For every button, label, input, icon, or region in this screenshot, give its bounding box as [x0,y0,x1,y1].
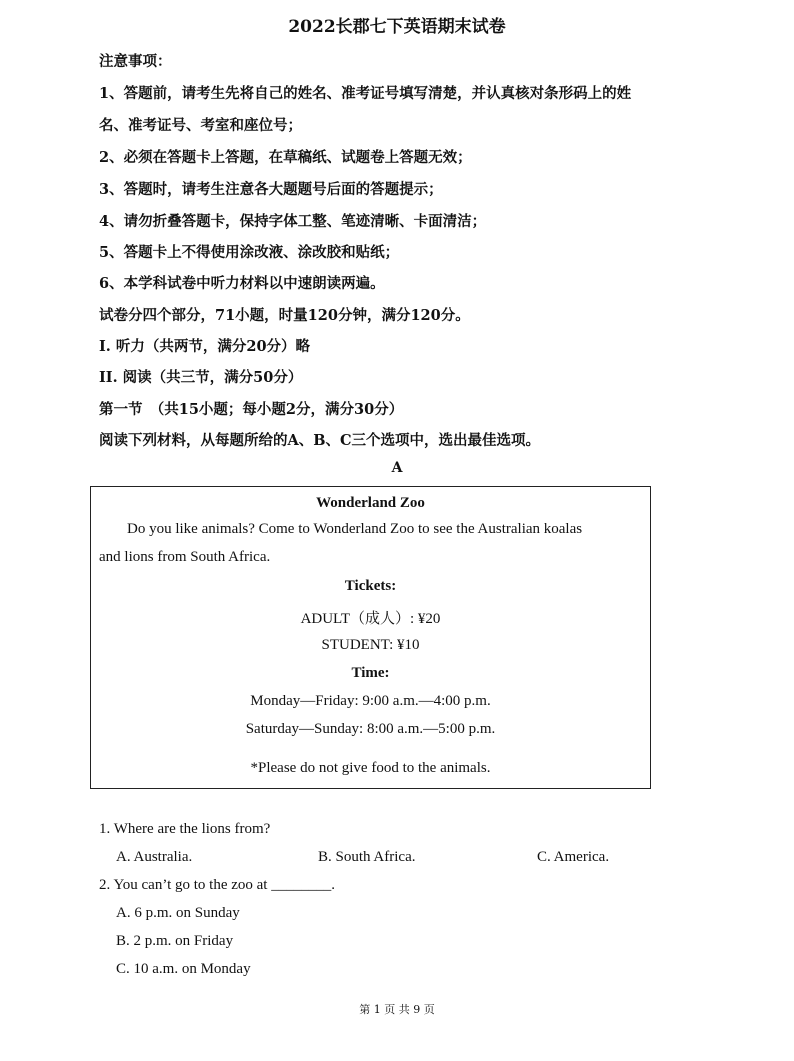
section-one-info: 第一节 （共15小题；每小题2分，满分30分） [99,401,404,418]
notes-line-5: 4、请勿折叠答题卡，保持字体工整、笔迹清晰、卡面清洁； [99,213,487,230]
reading-instruction: 阅读下列材料，从每题所给的A、B、C三个选项中，选出最佳选项。 [99,432,541,449]
question-2-option-b: B. 2 p.m. on Friday [116,933,234,949]
notes-line-7: 6、本学科试卷中听力材料以中速朗读两遍。 [99,275,385,292]
zoo-intro-line-2: and lions from South Africa. [99,549,271,565]
zoo-intro-line-1: Do you like animals? Come to Wonderland Zoo to see the Australian koalas [127,521,583,537]
question-1-stem: 1. Where are the lions from? [99,821,271,837]
page-title: 2022长郡七下英语期末试卷 [288,17,506,37]
notes-line-3: 2、必须在答题卡上答题，在草稿纸、试题卷上答题无效； [99,149,472,166]
student-price: STUDENT: ¥10 [321,637,420,653]
notes-line-4: 3、答题时，请考生注意各大题题号后面的答题提示； [99,181,443,198]
exam-summary: 试卷分四个部分，71小题，时量120分钟，满分120分。 [99,307,470,324]
page-footer: 第 1 页 共 9 页 [359,1003,435,1016]
question-1-option-a: A. Australia. [116,849,193,865]
notes-line-1: 1、答题前，请考生先将自己的姓名、准考证号填写清楚，并认真核对条形码上的姓 [99,85,632,102]
question-2-option-a: A. 6 p.m. on Sunday [116,905,240,921]
question-2-stem: 2. You can’t go to the zoo at ________. [99,877,335,893]
notes-line-6: 5、答题卡上不得使用涂改液、涂改胶和贴纸； [99,244,400,261]
question-1-option-c: C. America. [537,849,610,865]
part-reading: II. 阅读（共三节，满分50分） [99,369,303,386]
adult-price: ADULT（成人）: ¥20 [300,611,441,627]
tickets-heading: Tickets: [344,578,397,594]
section-label: A [391,460,403,476]
notes-line-2: 名、准考证号、考室和座位号； [99,117,302,134]
question-2-option-c: C. 10 a.m. on Monday [116,961,251,977]
notes-heading: 注意事项： [99,53,172,70]
weekend-hours: Saturday—Sunday: 8:00 a.m.—5:00 p.m. [245,721,496,737]
time-heading: Time: [351,665,390,681]
zoo-title: Wonderland Zoo [316,495,425,511]
part-listening: I. 听力（共两节，满分20分）略 [99,338,311,355]
question-1-option-b: B. South Africa. [318,849,416,865]
zoo-note: *Please do not give food to the animals. [250,760,491,776]
weekday-hours: Monday—Friday: 9:00 a.m.—4:00 p.m. [250,693,491,709]
zoo-info-box [90,486,651,789]
